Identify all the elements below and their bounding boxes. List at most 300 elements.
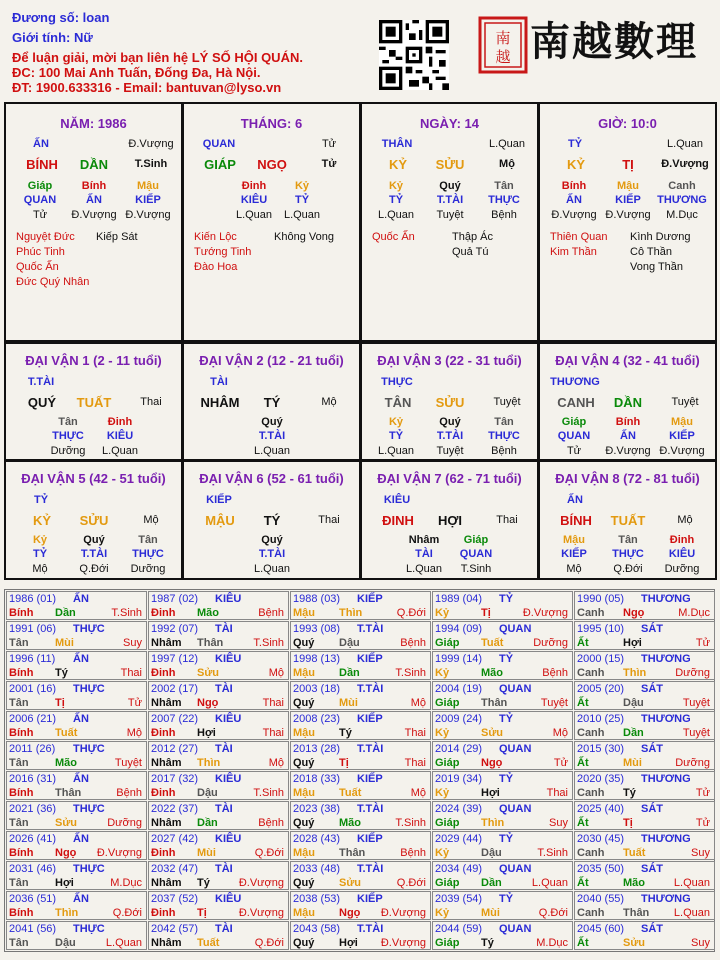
year-stem: Nhâm	[151, 697, 182, 709]
luck-hidden-god: ẤN	[620, 430, 636, 442]
year-cell	[148, 711, 289, 740]
star-right: Cô Thần	[630, 246, 672, 258]
year-stage: Q.Đới	[254, 937, 284, 949]
year-stem: Nhâm	[151, 937, 182, 949]
year-stem: Mậu	[293, 607, 315, 619]
year-label: 2006 (21)	[9, 713, 57, 725]
year-god: TÀI	[215, 683, 233, 695]
year-cell	[432, 801, 573, 830]
hidden-stem: Mậu	[137, 180, 159, 192]
year-stem: Mậu	[293, 787, 315, 799]
year-cell	[148, 831, 289, 860]
year-cell	[432, 861, 573, 890]
year-label: 1986 (01)	[9, 593, 57, 605]
year-stem: Kỷ	[435, 607, 450, 619]
luck-hidden-god: QUAN	[557, 430, 591, 442]
year-branch: Mùi	[55, 637, 74, 649]
luck-cycle-5	[4, 460, 183, 580]
year-cell	[290, 621, 431, 650]
luck-hidden-stem: Giáp	[463, 534, 489, 546]
year-stem: Giáp	[435, 877, 460, 889]
year-stem: Tân	[9, 697, 29, 709]
year-stage: Thai	[404, 757, 426, 769]
year-god: KIẾP	[357, 893, 383, 905]
year-cell	[290, 651, 431, 680]
year-stem: Quý	[293, 877, 315, 889]
luck-hidden-stage: T.Sinh	[460, 563, 492, 575]
year-stage: Đ.Vượng	[238, 877, 284, 889]
year-stem: Bính	[9, 607, 34, 619]
year-stem: Quý	[293, 637, 315, 649]
year-branch: Tị	[623, 817, 633, 829]
year-branch: Tị	[339, 757, 349, 769]
luck-branch: TUẤT	[610, 513, 646, 528]
year-cell	[290, 921, 431, 950]
luck-cycle-4	[538, 342, 717, 461]
year-cell	[6, 711, 147, 740]
year-stem: Giáp	[435, 637, 460, 649]
star-left: Quốc Ấn	[16, 261, 59, 273]
year-label: 2029 (44)	[435, 833, 483, 845]
year-god: T.TÀI	[357, 803, 384, 815]
star-left: Phúc Tinh	[16, 246, 65, 258]
year-stem: Ất	[577, 877, 589, 889]
year-god: TỶ	[499, 653, 514, 665]
year-stem: Ất	[577, 817, 589, 829]
year-god: ẤN	[73, 653, 89, 665]
year-stem: Quý	[293, 757, 315, 769]
year-label: 2015 (30)	[577, 743, 625, 755]
year-label: 1987 (02)	[151, 593, 199, 605]
luck-hidden-stage: Mộ	[566, 563, 582, 575]
year-stem: Đinh	[151, 847, 176, 859]
year-label: 1991 (06)	[9, 623, 57, 635]
year-label: 2026 (41)	[9, 833, 57, 845]
year-cell	[290, 771, 431, 800]
qr-code-icon[interactable]	[379, 20, 449, 90]
year-god: QUAN	[499, 743, 532, 755]
pillar-1	[4, 102, 183, 342]
luck-god: KIÊU	[383, 494, 411, 506]
year-stage: Mộ	[126, 727, 142, 739]
year-branch: Tị	[55, 697, 65, 709]
luck-cycle-8	[538, 460, 717, 580]
year-cell	[6, 861, 147, 890]
year-cell	[6, 741, 147, 770]
year-stem: Quý	[293, 937, 315, 949]
luck-branch: TÝ	[263, 513, 281, 528]
year-stem: Nhâm	[151, 817, 182, 829]
phone-email[interactable]: ĐT: 1900.633316 - Email: bantuvan@lyso.vn	[12, 80, 282, 95]
year-label: 2003 (18)	[293, 683, 341, 695]
year-label: 2011 (26)	[9, 743, 56, 755]
year-stage: Bệnh	[400, 847, 426, 859]
hidden-stem: Đinh	[241, 180, 267, 192]
luck-god: T.TÀI	[27, 376, 55, 388]
year-stem: Kỷ	[435, 727, 450, 739]
stem-god: TỶ	[567, 138, 583, 150]
year-god: KIÊU	[215, 653, 242, 665]
year-cell	[432, 891, 573, 920]
year-branch: Dậu	[339, 637, 360, 649]
luck-hidden-stem: Mậu	[563, 534, 585, 546]
year-label: 2000 (15)	[577, 653, 625, 665]
star-right: Vong Thần	[630, 261, 684, 273]
luck-cycle-7	[360, 460, 539, 580]
year-god: KIẾP	[357, 713, 383, 725]
year-stage: Q.Đới	[254, 847, 284, 859]
hidden-stem: Bính	[81, 180, 107, 192]
year-label: 1995 (10)	[577, 623, 625, 635]
branch-stage: T.Sinh	[134, 158, 168, 170]
year-label: 2001 (16)	[9, 683, 57, 695]
year-branch: Dần	[339, 667, 360, 679]
year-branch: Mão	[481, 667, 503, 679]
year-stem: Giáp	[435, 817, 460, 829]
luck-hidden-stem: Nhâm	[408, 534, 440, 546]
year-cell	[290, 591, 431, 620]
luck-hidden-stage: L.Quan	[253, 563, 291, 575]
year-branch: Hợi	[339, 937, 358, 949]
luck-stem: BÍNH	[560, 513, 592, 528]
year-cell	[574, 591, 715, 620]
year-stem: Tân	[9, 877, 29, 889]
hidden-stem: Canh	[668, 180, 696, 192]
year-cell	[432, 771, 573, 800]
gender-label: Giới tính:	[12, 30, 71, 45]
hidden-god: THƯƠNG	[657, 194, 707, 206]
year-stage: Tuyệt	[114, 757, 142, 769]
year-branch: Hợi	[197, 727, 216, 739]
year-stage: Tử	[127, 697, 142, 709]
year-stage: Q.Đới	[396, 607, 426, 619]
year-cell	[290, 741, 431, 770]
year-cell	[574, 831, 715, 860]
year-stage: Mộ	[410, 697, 426, 709]
luck-branch: TUẤT	[76, 395, 112, 410]
hidden-stage: L.Quan	[377, 209, 415, 221]
earthly-branch: NGỌ	[257, 157, 287, 172]
hidden-god: TỶ	[294, 194, 310, 206]
year-stage: Mộ	[268, 667, 284, 679]
year-god: T.TÀI	[357, 683, 384, 695]
year-stage: Dưỡng	[107, 817, 142, 829]
luck-branch: HỢI	[437, 513, 463, 528]
year-branch: Ngọ	[55, 847, 77, 859]
year-branch: Tý	[623, 787, 636, 799]
year-stage: Bệnh	[542, 667, 568, 679]
year-label: 2020 (35)	[577, 773, 625, 785]
year-branch: Tị	[197, 907, 207, 919]
luck-hidden-god: TỶ	[32, 548, 48, 560]
luck-title: ĐẠI VẬN 6 (52 - 61 tuổi)	[199, 471, 344, 486]
luck-hidden-stem: Đinh	[107, 416, 133, 428]
hidden-stage: Đ.Vượng	[551, 209, 597, 221]
year-stem: Bính	[9, 907, 34, 919]
hidden-stem: Mậu	[617, 180, 639, 192]
year-god: ẤN	[73, 833, 89, 845]
year-stage: Bệnh	[258, 817, 284, 829]
year-branch: Mùi	[339, 697, 358, 709]
hidden-stem: Giáp	[27, 180, 53, 192]
year-stage: Tử	[695, 637, 710, 649]
year-god: KIÊU	[215, 833, 242, 845]
luck-title: ĐẠI VẬN 1 (2 - 11 tuổi)	[25, 353, 162, 368]
year-stem: Nhâm	[151, 637, 182, 649]
year-cell	[574, 651, 715, 680]
luck-stage: Mộ	[677, 514, 693, 526]
year-god: KIẾP	[357, 593, 383, 605]
year-branch: Dậu	[55, 937, 76, 949]
year-branch: Tuất	[339, 787, 362, 799]
heavenly-stem: GIÁP	[204, 157, 236, 172]
luck-stem: ĐINH	[382, 513, 414, 528]
year-god: KIÊU	[215, 893, 242, 905]
year-god: THỰC	[73, 863, 105, 875]
year-label: 2009 (24)	[435, 713, 483, 725]
luck-branch: SỬU	[435, 395, 465, 410]
luck-hidden-god: TÀI	[415, 548, 433, 560]
year-stage: Thai	[546, 787, 568, 799]
year-stage: Tuyệt	[682, 697, 710, 709]
year-stage: T.Sinh	[395, 667, 426, 679]
luck-hidden-stage: Tử	[566, 445, 582, 457]
stem-stage: Tử	[321, 138, 337, 150]
year-label: 2022 (37)	[151, 803, 199, 815]
year-stem: Kỷ	[435, 907, 450, 919]
heavenly-stem: BÍNH	[26, 157, 58, 172]
year-label: 2041 (56)	[9, 923, 57, 935]
luck-stem: QUÝ	[27, 395, 57, 410]
year-cell	[290, 801, 431, 830]
luck-hidden-stage: Dưỡng	[50, 445, 86, 457]
year-branch: Dần	[197, 817, 218, 829]
year-cell	[432, 621, 573, 650]
year-stage: T.Sinh	[395, 817, 426, 829]
year-label: 2038 (53)	[293, 893, 341, 905]
year-cell	[6, 591, 147, 620]
luck-hidden-stem: Mậu	[671, 416, 693, 428]
year-stage: Dưỡng	[533, 637, 568, 649]
year-stage: Thai	[262, 697, 284, 709]
stem-god: THÂN	[381, 138, 413, 150]
year-label: 1990 (05)	[577, 593, 625, 605]
year-branch: Thân	[197, 637, 224, 649]
luck-title: ĐẠI VẬN 7 (62 - 71 tuổi)	[377, 471, 522, 486]
year-branch: Thìn	[623, 667, 647, 679]
year-stem: Canh	[577, 847, 605, 859]
stem-stage: L.Quan	[666, 138, 704, 150]
year-stem: Canh	[577, 907, 605, 919]
year-branch: Dần	[481, 877, 502, 889]
stem-god: ẤN	[33, 138, 49, 150]
year-branch: Sửu	[339, 877, 362, 889]
year-branch: Ngọ	[339, 907, 361, 919]
year-branch: Mão	[55, 757, 77, 769]
luck-branch: DẦN	[613, 395, 643, 410]
year-label: 2039 (54)	[435, 893, 483, 905]
luck-hidden-stem: Giáp	[561, 416, 587, 428]
luck-hidden-god: THỰC	[488, 430, 520, 442]
hidden-stage: Đ.Vượng	[71, 209, 117, 221]
year-stage: Đ.Vượng	[96, 847, 142, 859]
year-stem: Ất	[577, 697, 589, 709]
year-stage: Suy	[549, 817, 568, 829]
luck-title: ĐẠI VẬN 4 (32 - 41 tuổi)	[555, 353, 700, 368]
year-stage: Đ.Vượng	[380, 937, 426, 949]
year-stage: Đ.Vượng	[380, 907, 426, 919]
year-label: 2023 (38)	[293, 803, 341, 815]
year-label: 2028 (43)	[293, 833, 341, 845]
luck-hidden-stage: L.Quan	[101, 445, 139, 457]
year-stage: Tử	[695, 817, 710, 829]
year-cell	[290, 861, 431, 890]
year-stage: Tuyệt	[540, 697, 568, 709]
year-label: 2013 (28)	[293, 743, 341, 755]
year-god: ẤN	[73, 593, 89, 605]
year-god: SÁT	[641, 803, 663, 815]
luck-title: ĐẠI VẬN 8 (72 - 81 tuổi)	[555, 471, 700, 486]
year-god: QUAN	[499, 923, 532, 935]
year-branch: Sửu	[623, 937, 646, 949]
gender-value: Nữ	[73, 30, 93, 45]
year-label: 1997 (12)	[151, 653, 199, 665]
year-god: TÀI	[215, 623, 233, 635]
luck-hidden-god: T.TÀI	[436, 430, 464, 442]
luck-hidden-stage: Tuyệt	[436, 445, 464, 457]
year-stage: Q.Đới	[396, 877, 426, 889]
luck-cycle-2	[182, 342, 361, 461]
luck-hidden-stage: Đ.Vượng	[659, 445, 705, 457]
year-stem: Ất	[577, 757, 589, 769]
luck-hidden-god: KIÊU	[668, 548, 696, 560]
year-label: 2024 (39)	[435, 803, 483, 815]
year-stem: Đinh	[151, 787, 176, 799]
year-god: QUAN	[499, 803, 532, 815]
year-stem: Nhâm	[151, 877, 182, 889]
year-stem: Quý	[293, 697, 315, 709]
year-branch: Mùi	[197, 847, 216, 859]
year-label: 2012 (27)	[151, 743, 199, 755]
year-stage: Tử	[695, 787, 710, 799]
year-cell	[574, 621, 715, 650]
address: ĐC: 100 Mai Anh Tuấn, Đống Đa, Hà Nội.	[12, 65, 261, 80]
year-stem: Tân	[9, 637, 29, 649]
year-god: KIÊU	[215, 593, 242, 605]
luck-title: ĐẠI VẬN 3 (22 - 31 tuổi)	[377, 353, 522, 368]
year-cell	[432, 681, 573, 710]
year-cell	[148, 891, 289, 920]
luck-stem: KỶ	[32, 513, 52, 528]
year-branch: Tý	[481, 937, 494, 949]
luck-stem: MẬU	[205, 513, 235, 528]
hidden-stem: Kỷ	[294, 180, 310, 192]
year-stem: Canh	[577, 667, 605, 679]
star-right: Không Vong	[274, 231, 334, 243]
luck-hidden-stage: Dưỡng	[130, 563, 166, 575]
year-stem: Mậu	[293, 847, 315, 859]
year-cell	[290, 681, 431, 710]
stem-stage: Đ.Vượng	[128, 138, 174, 150]
year-cell	[148, 921, 289, 950]
year-stage: Suy	[123, 637, 142, 649]
year-stem: Đinh	[151, 607, 176, 619]
luck-hidden-stage: L.Quan	[377, 445, 415, 457]
year-label: 2019 (34)	[435, 773, 483, 785]
year-stage: L.Quan	[105, 937, 142, 949]
year-god: THỰC	[73, 683, 105, 695]
year-stem: Đinh	[151, 907, 176, 919]
star-left: Kiến Lộc	[194, 231, 237, 243]
year-god: KIÊU	[215, 713, 242, 725]
year-stem: Kỷ	[435, 667, 450, 679]
year-label: 2032 (47)	[151, 863, 199, 875]
year-stage: Dưỡng	[675, 757, 710, 769]
luck-branch: SỬU	[79, 513, 109, 528]
luck-hidden-stage: Q.Đới	[613, 563, 643, 575]
luck-hidden-stem: Quý	[439, 416, 461, 428]
year-god: SÁT	[641, 623, 663, 635]
hidden-stage: Đ.Vượng	[125, 209, 171, 221]
year-cell	[432, 741, 573, 770]
year-branch: Dần	[55, 607, 76, 619]
svg-text:越: 越	[495, 48, 511, 66]
year-god: TỶ	[499, 713, 514, 725]
luck-hidden-god: T.TÀI	[258, 548, 286, 560]
year-god: THƯƠNG	[641, 773, 691, 785]
year-cell	[290, 831, 431, 860]
year-label: 2021 (36)	[9, 803, 57, 815]
hidden-god: TỶ	[388, 194, 404, 206]
year-god: SÁT	[641, 743, 663, 755]
luck-hidden-god: KIẾP	[669, 430, 695, 442]
year-stage: L.Quan	[531, 877, 568, 889]
year-branch: Dần	[623, 727, 644, 739]
pillar-title: NGÀY: 14	[420, 116, 479, 131]
owner-line	[12, 10, 109, 25]
year-god: KIẾP	[357, 653, 383, 665]
year-stem: Tân	[9, 937, 29, 949]
year-label: 2017 (32)	[151, 773, 199, 785]
year-god: TÀI	[215, 863, 233, 875]
luck-cycle-3	[360, 342, 539, 461]
year-branch: Ngọ	[623, 607, 645, 619]
year-stage: M.Dục	[110, 877, 142, 889]
year-branch: Thìn	[339, 607, 363, 619]
luck-god: TÀI	[210, 376, 228, 388]
year-god: QUAN	[499, 863, 532, 875]
year-god: TÀI	[215, 923, 233, 935]
year-cell	[574, 891, 715, 920]
year-god: TỶ	[499, 773, 514, 785]
year-branch: Tị	[481, 607, 491, 619]
year-stem: Mậu	[293, 907, 315, 919]
year-label: 1993 (08)	[293, 623, 341, 635]
year-stage: Mộ	[268, 757, 284, 769]
year-label: 2030 (45)	[577, 833, 625, 845]
year-cell	[574, 801, 715, 830]
year-branch: Mão	[197, 607, 219, 619]
year-cell	[6, 801, 147, 830]
luck-hidden-stage: Đ.Vượng	[605, 445, 651, 457]
year-stage: T.Sinh	[253, 637, 284, 649]
year-god: T.TÀI	[357, 743, 384, 755]
year-branch: Sửu	[55, 817, 78, 829]
year-branch: Tý	[55, 667, 68, 679]
year-god: T.TÀI	[357, 923, 384, 935]
luck-hidden-stage: Mộ	[32, 563, 48, 575]
luck-stem: NHÂM	[200, 395, 240, 410]
